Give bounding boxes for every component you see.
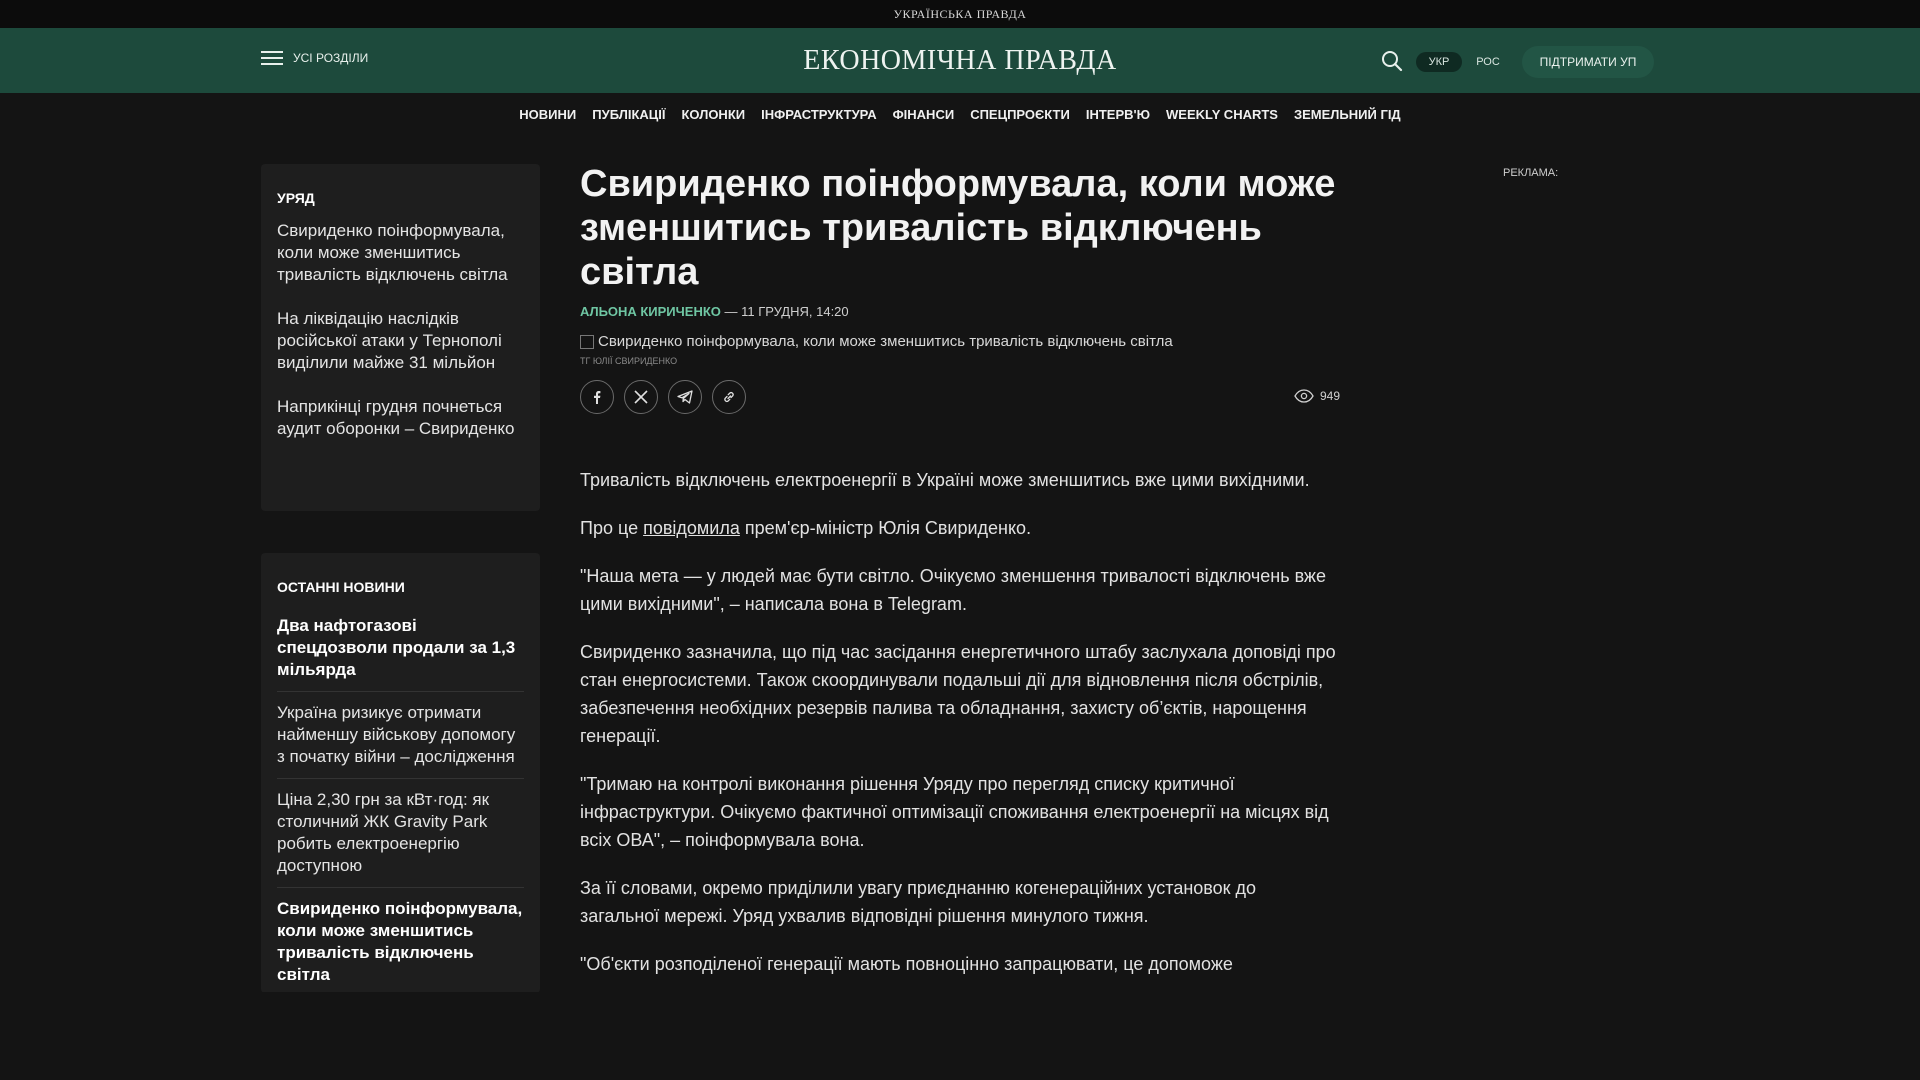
latest-news-item[interactable]: Два нафтогазові спецдозволи продали за 1,3 мільярда <box>277 605 524 692</box>
share-row <box>580 380 1340 416</box>
nav-item-interview[interactable]: ІНТЕРВ'Ю <box>1085 106 1151 122</box>
telegram-icon <box>677 390 693 404</box>
author-link[interactable]: АЛЬОНА КИРИЧЕНКО <box>580 304 721 319</box>
views-count: 949 <box>1319 389 1340 403</box>
search-icon[interactable] <box>1380 49 1404 73</box>
latest-news-card <box>261 553 540 993</box>
gov-card-title[interactable]: УРЯД <box>277 190 315 206</box>
source-link[interactable]: повідомила <box>643 518 740 538</box>
bottom-bar <box>0 992 1920 1080</box>
gov-news-item[interactable]: Наприкінці грудня почнеться аудит оборонки – Свириденко <box>277 397 515 438</box>
ad-label: РЕКЛАМА: <box>1503 167 1559 179</box>
main-nav <box>0 93 1920 135</box>
article-headline: Свириденко поінформувала, коли може зменшитись тривалість відключень світла <box>580 163 1336 293</box>
lang-ros-button[interactable]: РОС <box>1476 56 1500 68</box>
nav-item-land-guide[interactable]: ЗЕМЕЛЬНИЙ ГІД <box>1293 106 1401 122</box>
broken-image-icon <box>580 335 594 349</box>
link-icon <box>722 390 736 404</box>
latest-news-item[interactable]: Ціна 2,30 грн за кВт·год: як столичний ЖК Gravity Park робить електроенергію доступною <box>277 779 524 888</box>
article-paragraph: "Об'єкти розподіленої генерації мають повноцінно запрацювати, це допоможе <box>580 954 1233 974</box>
gov-news-item[interactable]: На ліквідацію наслідків російської атаки у Тернополі виділили майже 31 мільйон <box>277 309 502 372</box>
photo-alt-text: Свириденко поінформувала, коли може зменшитись тривалість відключень світла <box>598 333 1173 350</box>
article-paragraph: Свириденко зазначила, що під час засідання енергетичного штабу заслухала доповіді про стан енергосистеми. Також скоординували подальші дії для відновлення після обстрілів, забезпечення необхідних резервів палива та обладнання, захисту об’єктів, нарощення генерації. <box>580 642 1336 746</box>
all-sections-label: УСІ РОЗДІЛИ <box>293 51 369 65</box>
site-logo[interactable]: ЕКОНОМІЧНА ПРАВДА <box>803 45 1117 76</box>
article-paragraph: Про це повідомила прем'єр-міністр Юлія Свириденко. <box>580 518 1032 538</box>
x-icon <box>634 390 648 404</box>
copy-link-button[interactable] <box>712 380 746 414</box>
latest-news-title: ОСТАННІ НОВИНИ <box>277 579 405 595</box>
nav-item-finance[interactable]: ФІНАНСИ <box>892 106 955 122</box>
facebook-share-button[interactable] <box>580 380 614 414</box>
nav-item-news[interactable]: НОВИНИ <box>519 106 577 122</box>
publish-date: — 11 ГРУДНЯ, 14:20 <box>720 304 849 319</box>
parent-brand-link[interactable]: УКРАЇНСЬКА ПРАВДА <box>893 6 1027 21</box>
views-counter <box>1294 389 1340 403</box>
nav-item-publications[interactable]: ПУБЛІКАЦІЇ <box>592 106 666 122</box>
latest-news-item[interactable]: Свириденко поінформувала, коли може зменшитись тривалість відключень світла <box>277 888 524 993</box>
article-body <box>580 440 1340 992</box>
support-button[interactable]: ПІДТРИМАТИ УП <box>1522 46 1654 78</box>
article-paragraph: Тривалість відключень електроенергії в Україні може зменшитись вже цими вихідними. <box>580 470 1310 490</box>
telegram-share-button[interactable] <box>668 380 702 414</box>
nav-item-weekly-charts[interactable]: WEEKLY CHARTS <box>1166 106 1278 122</box>
facebook-icon <box>590 390 604 404</box>
lang-ukr-button[interactable]: УКР <box>1416 52 1462 72</box>
byline <box>580 304 1340 319</box>
article-paragraph: "Наша мета — у людей має бути світло. Очікуємо зменшення тривалості відключень вже цими вихідними", – написала вона в Telegram. <box>580 566 1326 614</box>
gov-news-card <box>261 164 540 511</box>
article-paragraph: За її словами, окремо приділили увагу приєднанню когенераційних установок до загальної мережі. Уряд ухвалив відповідні рішення минулого тижня. <box>580 878 1257 926</box>
photo-caption: ТГ ЮЛІЇ СВИРИДЕНКО <box>580 356 678 366</box>
nav-item-infrastructure[interactable]: ІНФРАСТРУКТУРА <box>761 106 877 122</box>
article-photo <box>580 333 1340 350</box>
site-header <box>0 28 1920 93</box>
article-header <box>580 162 1340 416</box>
eye-icon <box>1294 389 1314 403</box>
latest-news-item[interactable]: Україна ризикує отримати найменшу військову допомогу з початку війни – дослідження <box>277 692 524 779</box>
nav-item-special-projects[interactable]: СПЕЦПРОЄКТИ <box>970 106 1070 122</box>
article-paragraph: "Тримаю на контролі виконання рішення Уряду про перегляд списку критичної інфраструктури. Очікуємо фактичної оптимізації споживання електроенергії на місцях від всіх ОВА", – поінформувала вона. <box>580 774 1329 850</box>
nav-item-columns[interactable]: КОЛОНКИ <box>681 106 746 122</box>
gov-news-item[interactable]: Свириденко поінформувала, коли може зменшитись тривалість відключень світла <box>277 221 508 284</box>
x-share-button[interactable] <box>624 380 658 414</box>
top-strip <box>0 0 1920 28</box>
